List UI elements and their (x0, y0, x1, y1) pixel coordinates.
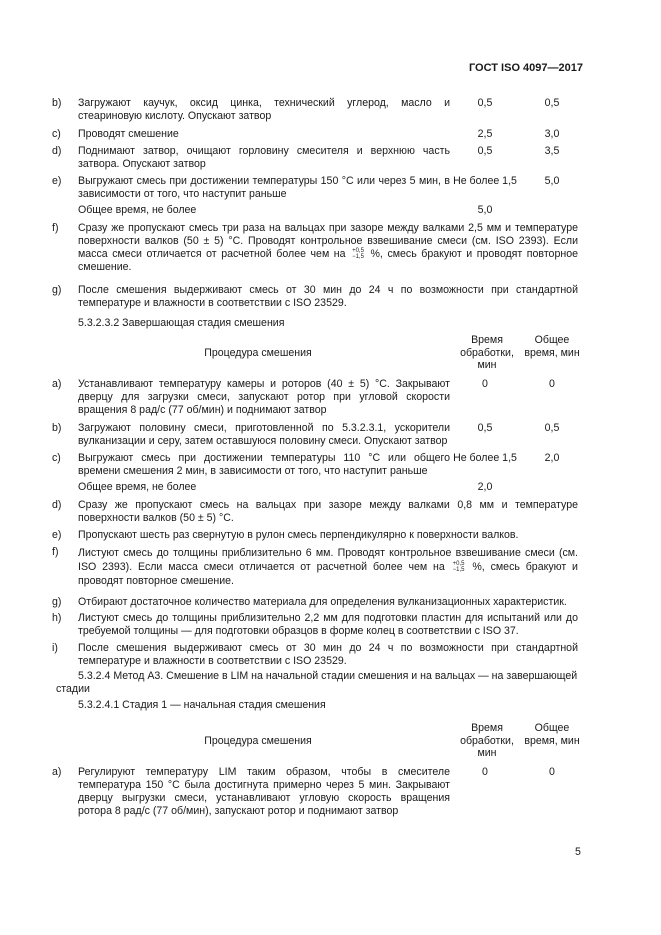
row-label: c) (52, 128, 61, 140)
tolerance: +0,5 −1,5 (352, 248, 364, 261)
row-text: Выгружают смесь при достижении температуры 150 °С или через 5 мин, в зависимости от того, что наступит раньше (78, 175, 450, 200)
row-label: a) (52, 378, 62, 390)
row-text: Проводят смешение (78, 128, 179, 140)
row-time: 0 (482, 378, 488, 390)
step-text: Листуют смесь до толщины приблизительно 6 мм. Проводят контрольное взвешивание смеси (см. ISO 2393). Если масса смеси отличается от расчетной более чем на +0,5 −1,5 %, смесь бракуют и проводят повторное смешение. (78, 547, 578, 587)
row-time: 0,5 (477, 422, 493, 434)
total-label: Общее время, не более (78, 204, 197, 216)
row-time: 0 (482, 766, 488, 778)
row-label: a) (52, 766, 62, 778)
row-time: 0,5 (477, 145, 493, 157)
row-label: g) (52, 596, 62, 608)
row-label: d) (52, 145, 62, 157)
col-procedure: Процедура смешения (204, 347, 312, 359)
row-time: Не более 1,5 (453, 175, 517, 187)
row-text: Регулируют температуру LIM таким образом, чтобы в смесителе температура 150 °С была достигнута примерно через 5 мин. Закрывают дверцу выгрузки смеси, устанавливают угловую скорость вращения ротора 8 рад/с (77 об/мин), запускают ротор и поднимают затвор (78, 766, 450, 817)
row-time: 0,5 (477, 97, 493, 109)
total-value: 2,0 (477, 481, 493, 493)
step-text: Сразу же пропускают смесь на вальцах при зазоре между валками 0,8 мм и температуре поверхности валков (50 ± 5) °С. (78, 499, 578, 524)
col-total: Общее время, мин (524, 722, 580, 747)
step-text: Пропускают шесть раз свернутую в рулон смесь перпендикулярно к поверхности валков. (78, 529, 519, 541)
section3-heading: 5.3.2.4 Метод А3. Смешение в LIM на начальной стадии смешения и на вальцах — на завершающей стадии (56, 670, 578, 695)
row-text: Загружают половину смеси, приготовленной по 5.3.2.3.1, ускорители вулканизации и серу, затем оставшуюся половину смеси. Опускают затвор (78, 422, 450, 447)
col-total: Общее время, мин (524, 334, 580, 359)
row-text: Загружают каучук, оксид цинка, технический углерод, масло и стеариновую кислоту. Опускают затвор (78, 97, 450, 122)
row-label: e) (52, 175, 62, 187)
row-label: h) (52, 612, 62, 624)
col-time: Время обработки, мин (460, 722, 514, 759)
row-total: 0 (549, 766, 555, 778)
row-label: f) (52, 546, 59, 558)
row-total: 3,0 (544, 128, 560, 140)
row-text: Поднимают затвор, очищают горловину смесителя и верхнюю часть затвора. Опускают затвор (78, 145, 450, 170)
row-label: e) (52, 529, 62, 541)
col-procedure: Процедура смешения (204, 735, 312, 747)
row-total: 2,0 (544, 452, 560, 464)
row-total: 0,5 (544, 97, 560, 109)
step-text: После смешения выдерживают смесь от 30 мин до 24 ч по возможности при стандартной температуре и влажности в соответствии с ISO 23529. (78, 642, 578, 667)
row-label: f) (52, 222, 59, 234)
page-number: 5 (575, 846, 581, 858)
step-text: После смешения выдерживают смесь от 30 мин до 24 ч по возможности при стандартной температуре и влажности в соответствии с ISO 23529. (78, 284, 578, 309)
row-total: 5,0 (544, 175, 560, 187)
section2-heading: 5.3.2.3.2 Завершающая стадия смешения (78, 317, 285, 329)
row-label: d) (52, 499, 62, 511)
row-label: i) (52, 642, 58, 654)
row-text: Устанавливают температуру камеры и роторов (40 ± 5) °С. Закрывают дверцу для загрузки смеси, запускают ротор при угловой скорости вращения 8 рад/с (77 об/мин) и поднимают затвор (78, 378, 450, 416)
step-text: Отбирают достаточное количество материала для определения вулканизационных характеристик. (78, 596, 567, 608)
row-time: 2,5 (477, 128, 493, 140)
row-total: 0,5 (544, 422, 560, 434)
row-label: b) (52, 97, 62, 109)
row-label: c) (52, 452, 61, 464)
total-value: 5,0 (477, 204, 493, 216)
row-label: g) (52, 284, 62, 296)
row-total: 0 (549, 378, 555, 390)
section3-subheading: 5.3.2.4.1 Стадия 1 — начальная стадия смешения (78, 699, 326, 711)
row-time: Не более 1,5 (453, 452, 517, 464)
col-time: Время обработки, мин (460, 334, 514, 371)
step-text: Листуют смесь до толщины приблизительно 2,2 мм для подготовки пластин для испытаний или до требуемой толщины — для подготовки образцов в форме колец в соответствии с ISO 37. (78, 612, 578, 637)
step-text: Сразу же пропускают смесь три раза на вальцах при зазоре между валками 2,5 мм и температуре поверхности валков (50 ± 5) °С. Проводят контрольное взвешивание смеси (см. ISO 2393). Если масса смеси отличается от расчетной более чем на +0,5 −1,5 %, смесь бракуют и проводят повторное смешение. (78, 222, 578, 273)
document-id: ГОСТ ISO 4097—2017 (468, 62, 583, 74)
row-text: Выгружают смесь при достижении температуры 110 °С или общего времени смешения 2 мин, в зависимости от того, что наступит раньше (78, 452, 450, 477)
row-total: 3,5 (544, 145, 560, 157)
tolerance: +0,5 −1,5 (452, 561, 465, 574)
row-label: b) (52, 422, 62, 434)
total-label: Общее время, не более (78, 481, 197, 493)
